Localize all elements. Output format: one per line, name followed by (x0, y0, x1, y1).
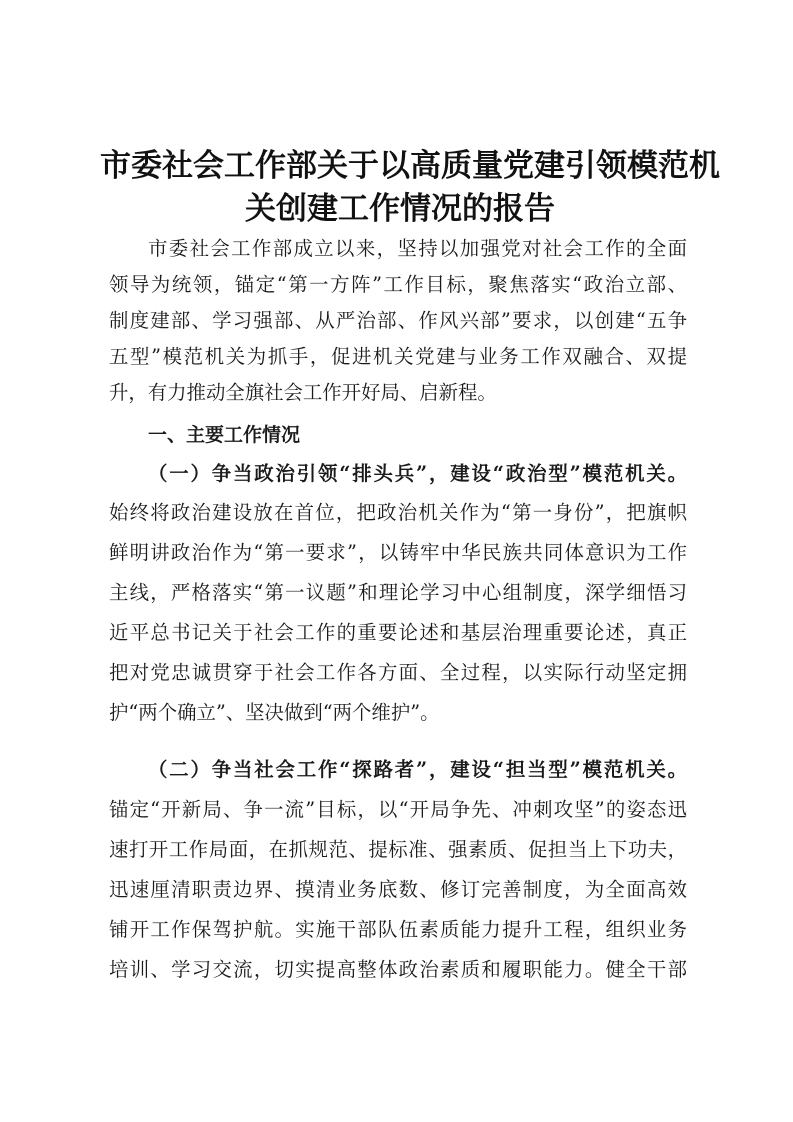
subsection-line: 鲜明讲政治作为“第一要求”，以铸牢中华民族共同体意识为工作 (109, 541, 687, 564)
intro-paragraph-line: 市委社会工作部成立以来，坚持以加强党对社会工作的全面 (148, 237, 687, 260)
subsection-line: 迅速厘清职责边界、摸清业务底数、修订完善制度，为全面高效 (109, 878, 687, 901)
subsection-heading: （二）争当社会工作“探路者”，建设“担当型”模范机关。 (148, 758, 687, 781)
subsection-line: 速打开工作局面，在抓规范、提标准、强素质、促担当上下功夫， (109, 838, 687, 861)
intro-paragraph-line: 制度建部、学习强部、从严治部、作风兴部”要求，以创建“五争 (109, 309, 687, 332)
section-heading: 一、主要工作情况 (148, 424, 301, 446)
document-title-line-1: 市委社会工作部关于以高质量党建引领模范机 (100, 148, 720, 184)
subsection-line: 培训、学习交流，切实提高整体政治素质和履职能力。健全干部 (109, 958, 687, 981)
subsection-line: 把对党忠诚贯穿于社会工作各方面、全过程，以实际行动坚定拥 (109, 661, 687, 684)
subsection-line (148, 457, 687, 491)
subsection-line: 始终将政治建设放在首位，把政治机关作为“第一身份”，把旗帜 (109, 501, 687, 524)
subsection-heading: （一）争当政治引领“排头兵”，建设“政治型”模范机关。 (148, 462, 687, 485)
intro-paragraph-line: 领导为统领，锚定“第一方阵”工作目标，聚焦落实“政治立部、 (109, 273, 687, 296)
intro-paragraph-line: 升，有力推动全旗社会工作开好局、启新程。 (109, 381, 497, 404)
subsection-line (148, 753, 687, 787)
document-title-line-2: 关创建工作情况的报告 (245, 191, 555, 227)
subsection-line: 主线，严格落实“第一议题”和理论学习中心组制度，深学细悟习 (109, 581, 687, 604)
subsection-line: 铺开工作保驾护航。实施干部队伍素质能力提升工程，组织业务 (109, 918, 687, 941)
subsection-line: 锚定“开新局、争一流”目标，以“开局争先、冲刺攻坚”的姿态迅 (109, 798, 687, 821)
subsection-line: 护“两个确立”、坚决做到“两个维护”。 (109, 701, 440, 724)
intro-paragraph-line: 五型”模范机关为抓手，促进机关党建与业务工作双融合、双提 (109, 345, 687, 368)
subsection-line: 近平总书记关于社会工作的重要论述和基层治理重要论述，真正 (109, 621, 687, 644)
